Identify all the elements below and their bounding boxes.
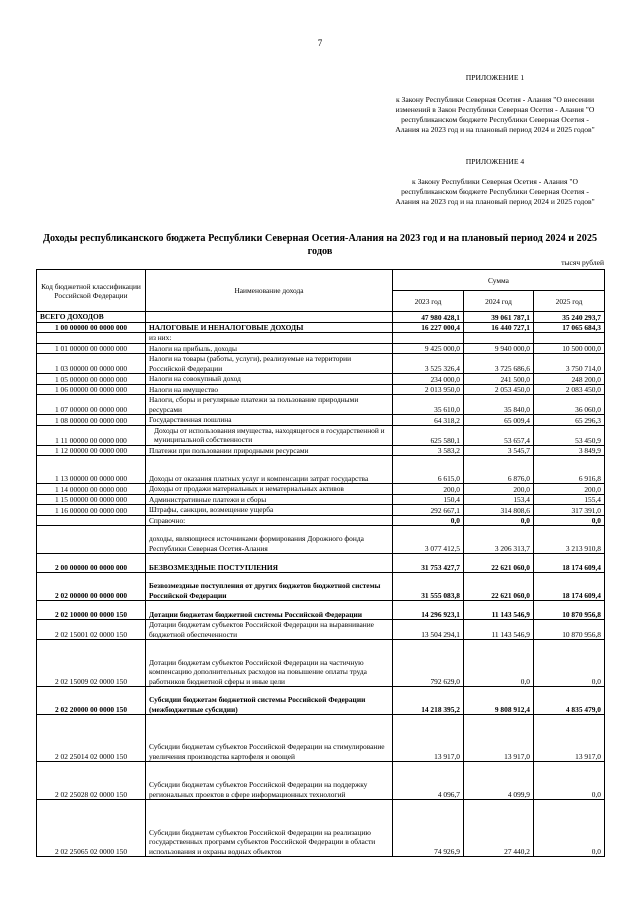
row-value-2024: 314 808,6: [464, 505, 534, 516]
header-sum: Сумма: [393, 270, 605, 291]
row-value-2025: 155,4: [534, 494, 605, 505]
row-name: Налоги, сборы и регулярные платежи за пользование природными ресурсами: [146, 395, 393, 415]
table-row: [37, 505, 605, 516]
row-value-2025: 248 200,0: [534, 374, 605, 385]
row-value-2025: 317 391,0: [534, 505, 605, 516]
table-row: [37, 374, 605, 385]
row-value-2023: 35 610,0: [393, 395, 464, 415]
row-value-2025: 36 060,0: [534, 395, 605, 415]
row-code: 1 15 00000 00 0000 000: [37, 494, 146, 505]
row-value-2023: 31 753 427,7: [393, 554, 464, 573]
row-code: 2 02 10000 00 0000 150: [37, 601, 146, 620]
row-value-2024: 11 143 546,9: [464, 601, 534, 620]
row-code: 1 05 00000 00 0000 000: [37, 374, 146, 385]
row-value-2025: 10 500 000,0: [534, 343, 605, 354]
row-value-2024: 200,0: [464, 484, 534, 495]
row-value-2024: 241 500,0: [464, 374, 534, 385]
row-code: [37, 526, 146, 554]
row-value-2025: 13 917,0: [534, 715, 605, 762]
row-name: Субсидии бюджетам бюджетной системы Российской Федерации (межбюджетные субсидии): [146, 687, 393, 715]
table-row: [37, 333, 605, 344]
table-row: [37, 312, 605, 323]
row-code: [37, 515, 146, 526]
row-value-2023: 234 000,0: [393, 374, 464, 385]
row-value-2024: 9 940 000,0: [464, 343, 534, 354]
row-name: Безвозмездные поступления от других бюджетов бюджетной системы Российской Федерации: [146, 573, 393, 601]
row-name: Налоги на прибыль, доходы: [146, 343, 393, 354]
row-value-2023: 2 013 950,0: [393, 384, 464, 395]
row-value-2023: 13 917,0: [393, 715, 464, 762]
table-row: [37, 762, 605, 800]
row-name: Субсидии бюджетам субъектов Российской Федерации на реализацию государственных программ субъектов Российской Федерации в области использования и охраны водных объектов: [146, 800, 393, 857]
row-value-2025: 53 450,9: [534, 425, 605, 445]
row-value-2024: 3 206 313,7: [464, 526, 534, 554]
table-row: [37, 687, 605, 715]
document-title: Доходы республиканского бюджета Республики Северная Осетия-Алания на 2023 год и на плановый период 2024 и 2025 годов: [42, 233, 598, 257]
table-row: [37, 526, 605, 554]
row-code: 2 02 25028 02 0000 150: [37, 762, 146, 800]
row-code: 1 01 00000 00 0000 000: [37, 343, 146, 354]
header-name: Наименование дохода: [146, 270, 393, 312]
row-code: 1 16 00000 00 0000 000: [37, 505, 146, 516]
header-code: Код бюджетной классификации Российской Федерации: [37, 270, 146, 312]
row-value-2023: 64 318,2: [393, 415, 464, 426]
row-value-2024: 16 440 727,1: [464, 322, 534, 333]
row-code: 2 02 20000 00 0000 150: [37, 687, 146, 715]
row-value-2023: 13 504 294,1: [393, 620, 464, 640]
table-row: [37, 515, 605, 526]
row-name: Налоги на имущество: [146, 384, 393, 395]
row-name: Справочно:: [146, 515, 393, 526]
row-value-2023: 47 980 428,1: [393, 312, 464, 323]
row-code: 1 08 00000 00 0000 000: [37, 415, 146, 426]
row-name: НАЛОГОВЫЕ И НЕНАЛОГОВЫЕ ДОХОДЫ: [146, 322, 393, 333]
row-value-2023: 31 555 083,8: [393, 573, 464, 601]
row-value-2025: 17 065 684,3: [534, 322, 605, 333]
row-value-2023: 9 425 000,0: [393, 343, 464, 354]
appendix-4-heading: [395, 157, 595, 207]
row-value-2023: 14 296 923,1: [393, 601, 464, 620]
row-code: 1 07 00000 00 0000 000: [37, 395, 146, 415]
row-value-2025: 200,0: [534, 484, 605, 495]
row-code: 2 02 25065 02 0000 150: [37, 800, 146, 857]
row-value-2025: 0,0: [534, 515, 605, 526]
header-2025: 2025 год: [534, 291, 605, 312]
appendix-4-title: ПРИЛОЖЕНИЕ 4: [465, 157, 525, 166]
row-value-2023: 3 077 412,5: [393, 526, 464, 554]
row-name: Субсидии бюджетам субъектов Российской Федерации на стимулирование увеличения производства картофеля и овощей: [146, 715, 393, 762]
row-value-2025: 2 083 450,0: [534, 384, 605, 395]
row-value-2024: 0,0: [464, 515, 534, 526]
row-code: 1 06 00000 00 0000 000: [37, 384, 146, 395]
row-value-2024: 11 143 546,9: [464, 620, 534, 640]
row-code: 1 03 00000 00 0000 000: [37, 354, 146, 374]
table-row: [37, 445, 605, 456]
row-value-2024: [464, 333, 534, 344]
row-value-2023: 0,0: [393, 515, 464, 526]
table-row: [37, 800, 605, 857]
row-name: Государственная пошлина: [146, 415, 393, 426]
row-name: Дотации бюджетам субъектов Российской Федерации на выравнивание бюджетной обеспеченности: [146, 620, 393, 640]
table-row: [37, 715, 605, 762]
table-row: [37, 484, 605, 495]
appendix-1-title: ПРИЛОЖЕНИЕ 1: [465, 73, 525, 82]
row-value-2025: 65 296,3: [534, 415, 605, 426]
row-value-2023: 6 615,0: [393, 456, 464, 484]
row-code: 2 02 15001 02 0000 150: [37, 620, 146, 640]
row-value-2024: 13 917,0: [464, 715, 534, 762]
row-value-2023: 292 667,1: [393, 505, 464, 516]
row-name: Платежи при пользовании природными ресурсами: [146, 445, 393, 456]
table-row: [37, 322, 605, 333]
row-value-2024: 153,4: [464, 494, 534, 505]
table-row: [37, 620, 605, 640]
row-name: Доходы от использования имущества, находящегося в государственной и муниципальной собственности: [146, 425, 393, 445]
row-value-2023: 200,0: [393, 484, 464, 495]
row-value-2024: 22 621 060,0: [464, 573, 534, 601]
row-code: 1 12 00000 00 0000 000: [37, 445, 146, 456]
row-value-2024: 35 840,0: [464, 395, 534, 415]
appendix-1-text: к Закону Республики Северная Осетия - Алания "О внесении изменений в Закон Республики Северная Осетия - Алания "О республиканском бюджете Республики Северная Осетия - Алания на 2023 год и на плановый период 2024 и 2025 годов": [395, 95, 595, 134]
row-code: 2 02 00000 00 0000 000: [37, 573, 146, 601]
row-value-2023: 625 580,1: [393, 425, 464, 445]
row-value-2024: 4 099,9: [464, 762, 534, 800]
row-name: из них:: [146, 333, 393, 344]
table-row: [37, 395, 605, 415]
row-code: 2 02 25014 02 0000 150: [37, 715, 146, 762]
row-value-2023: [393, 333, 464, 344]
row-value-2025: 18 174 609,4: [534, 554, 605, 573]
row-name: БЕЗВОЗМЕЗДНЫЕ ПОСТУПЛЕНИЯ: [146, 554, 393, 573]
table-row: [37, 415, 605, 426]
row-value-2024: 9 808 912,4: [464, 687, 534, 715]
revenue-table: [36, 269, 605, 857]
row-value-2025: [534, 333, 605, 344]
row-name: Дотации бюджетам бюджетной системы Российской Федерации: [146, 601, 393, 620]
row-value-2023: 3 525 326,4: [393, 354, 464, 374]
table-row: [37, 384, 605, 395]
row-value-2024: 39 061 787,1: [464, 312, 534, 323]
row-value-2025: 4 835 479,0: [534, 687, 605, 715]
units-label: тысяч рублей: [561, 258, 604, 267]
row-value-2025: 0,0: [534, 640, 605, 687]
row-value-2025: 0,0: [534, 762, 605, 800]
row-value-2025: 3 750 714,0: [534, 354, 605, 374]
row-name: Налоги на товары (работы, услуги), реализуемые на территории Российской Федерации: [146, 354, 393, 374]
table-row: [37, 640, 605, 687]
table-row: [37, 425, 605, 445]
row-value-2023: 4 096,7: [393, 762, 464, 800]
row-value-2024: 6 876,0: [464, 456, 534, 484]
row-code: 2 02 15009 02 0000 150: [37, 640, 146, 687]
header-2024: 2024 год: [464, 291, 534, 312]
row-name: Штрафы, санкции, возмещение ущерба: [146, 505, 393, 516]
row-value-2025: 3 213 910,8: [534, 526, 605, 554]
row-name: Налоги на совокупный доход: [146, 374, 393, 385]
table-row: [37, 343, 605, 354]
row-value-2024: 2 053 450,0: [464, 384, 534, 395]
row-code: 1 13 00000 00 0000 000: [37, 456, 146, 484]
appendix-1-heading: [395, 73, 595, 135]
table-row: [37, 494, 605, 505]
row-value-2023: 14 218 395,2: [393, 687, 464, 715]
table-row: [37, 573, 605, 601]
row-value-2023: 16 227 000,4: [393, 322, 464, 333]
row-value-2025: 10 870 956,8: [534, 620, 605, 640]
row-code: [37, 333, 146, 344]
row-value-2024: 53 657,4: [464, 425, 534, 445]
row-value-2024: 3 545,7: [464, 445, 534, 456]
row-name: Доходы от оказания платных услуг и компенсации затрат государства: [146, 456, 393, 484]
row-value-2025: 3 849,9: [534, 445, 605, 456]
row-name: доходы, являющиеся источниками формирования Дорожного фонда Республики Северная Осетия-Алания: [146, 526, 393, 554]
row-value-2024: 0,0: [464, 640, 534, 687]
table-row: [37, 601, 605, 620]
row-value-2025: 6 916,8: [534, 456, 605, 484]
row-value-2023: 792 629,0: [393, 640, 464, 687]
row-value-2025: 18 174 609,4: [534, 573, 605, 601]
row-value-2024: 3 725 686,6: [464, 354, 534, 374]
page-number: 7: [317, 38, 323, 48]
header-2023: 2023 год: [393, 291, 464, 312]
row-value-2023: 74 926,9: [393, 800, 464, 857]
row-value-2023: 150,4: [393, 494, 464, 505]
row-value-2025: 10 870 956,8: [534, 601, 605, 620]
row-name: Административные платежи и сборы: [146, 494, 393, 505]
row-value-2025: 35 240 293,7: [534, 312, 605, 323]
row-value-2025: 0,0: [534, 800, 605, 857]
table-row: [37, 456, 605, 484]
row-total-label: ВСЕГО ДОХОДОВ: [37, 312, 146, 323]
row-name: Дотации бюджетам субъектов Российской Федерации на частичную компенсацию дополнительных расходов на повышение оплаты труда работников бюджетной сферы и иные цели: [146, 640, 393, 687]
row-name: [146, 312, 393, 323]
row-code: 1 11 00000 00 0000 000: [37, 425, 146, 445]
row-name: Доходы от продажи материальных и нематериальных активов: [146, 484, 393, 495]
row-code: 2 00 00000 00 0000 000: [37, 554, 146, 573]
table-row: [37, 354, 605, 374]
row-value-2024: 27 440,2: [464, 800, 534, 857]
row-value-2023: 3 583,2: [393, 445, 464, 456]
row-value-2024: 65 009,4: [464, 415, 534, 426]
table-row: [37, 554, 605, 573]
row-code: 1 14 00000 00 0000 000: [37, 484, 146, 495]
row-value-2024: 22 621 060,0: [464, 554, 534, 573]
row-code: 1 00 00000 00 0000 000: [37, 322, 146, 333]
row-name: Субсидии бюджетам субъектов Российской Федерации на поддержку региональных проектов в сфере информационных технологий: [146, 762, 393, 800]
table-body: [37, 312, 605, 857]
appendix-4-text: к Закону Республики Северная Осетия - Алания "О республиканском бюджете Республики Северная Осетия - Алания на 2023 год и на плановый период 2024 и 2025 годов": [395, 177, 595, 206]
